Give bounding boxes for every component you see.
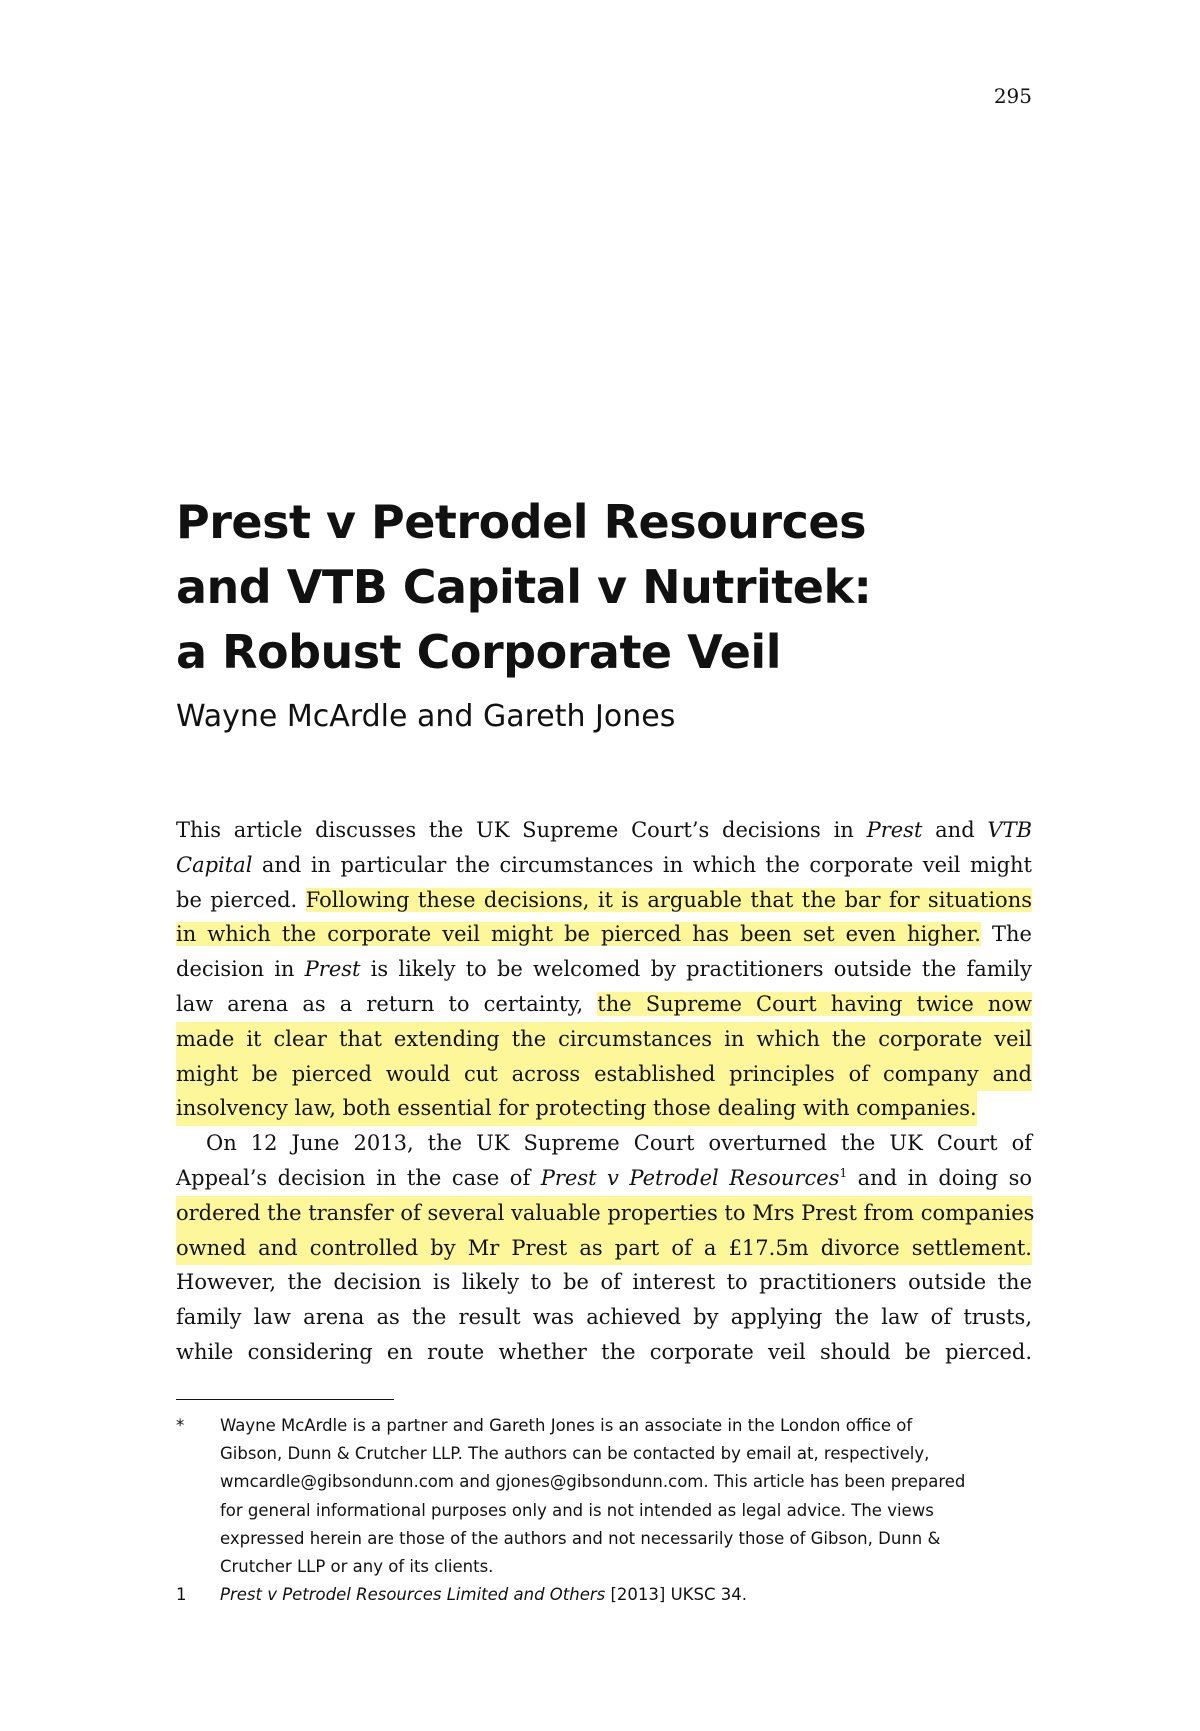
- highlighted-line: made it clear that extending the circumstances in which the corporate veil: [176, 1022, 1032, 1057]
- footnote-line: Gibson, Dunn & Crutcher LLP. The authors can be contacted by email at, respectively,: [220, 1444, 930, 1464]
- text-run: and in doing so: [847, 1165, 1033, 1190]
- footnote-ref[interactable]: 1: [839, 1165, 848, 1180]
- body-line: On 12 June 2013, the UK Supreme Court overturned the UK Court of: [206, 1131, 1032, 1156]
- footnote-mark: 1: [176, 1585, 187, 1605]
- footnote-mark: *: [176, 1416, 185, 1435]
- text-run: be pierced.: [176, 887, 306, 912]
- footnote-text: [220, 1412, 1032, 1581]
- highlighted-text: Following these decisions, it is arguable that the bar for situations: [305, 887, 1032, 912]
- text-run: and: [922, 818, 988, 842]
- footnote-line: Wayne McArdle is a partner and Gareth Jones is an associate in the London office of: [220, 1416, 913, 1435]
- title-line-2: and VTB Capital v Nutritek:: [176, 560, 872, 614]
- text-run: This article discusses the UK Supreme Court’s decisions in: [176, 818, 867, 842]
- title-line-3: a Robust Corporate Veil: [176, 625, 781, 679]
- footnote-line: wmcardle@gibsondunn.com and gjones@gibsondunn.com. This article has been prepared: [220, 1472, 966, 1492]
- abstract-line: [176, 952, 1032, 987]
- article-authors: Wayne McArdle and Gareth Jones: [176, 699, 676, 734]
- article-title: [176, 490, 1056, 685]
- body-line: [176, 1161, 1032, 1196]
- abstract-line: [176, 848, 1032, 883]
- highlighted-line: insolvency law, both essential for protecting those dealing with companies.: [176, 1091, 977, 1126]
- case-name-italic: Prest v Petrodel Resources: [540, 1165, 840, 1190]
- footnote-1: [176, 1581, 1032, 1609]
- title-line-1: Prest v Petrodel Resources: [176, 495, 866, 549]
- text-run: is likely to be welcomed by practitioners outside the family: [360, 957, 1033, 982]
- body-line: However, the decision is likely to be of interest to practitioners outside the: [176, 1270, 1032, 1295]
- abstract-paragraph: [176, 813, 1032, 1126]
- footnote-divider: [176, 1399, 394, 1400]
- case-name-italic: VTB: [987, 818, 1033, 842]
- abstract-line: [176, 987, 1032, 1022]
- article-body: [176, 813, 1035, 1370]
- text-run: and in particular the circumstances in which the corporate veil might: [252, 852, 1032, 877]
- highlighted-line: might be pierced would cut across established principles of company and: [176, 1057, 1032, 1092]
- case-name-italic: Capital: [176, 852, 253, 877]
- footnote-text: [220, 1581, 1032, 1609]
- footnote-line: expressed herein are those of the authors and not necessarily those of Gibson, Dunn &: [220, 1528, 941, 1548]
- text-run: law arena as a return to certainty,: [176, 991, 598, 1016]
- body-line: family law arena as the result was achieved by applying the law of trusts,: [176, 1305, 1032, 1330]
- footnotes: [176, 1412, 1032, 1609]
- highlighted-line: ordered the transfer of several valuable properties to Mrs Prest from companies: [176, 1196, 1032, 1231]
- text-run: The: [980, 922, 1032, 947]
- text-run: decision in: [176, 957, 305, 982]
- highlighted-line: owned and controlled by Mr Prest as part of a £17.5m divorce settlement.: [176, 1231, 1032, 1266]
- text-run: [2013] UKSC 34.: [605, 1585, 747, 1605]
- page-number: 295: [993, 84, 1032, 108]
- case-name-italic: Prest: [304, 957, 361, 982]
- highlighted-text: the Supreme Court having twice now: [597, 991, 1032, 1016]
- body-paragraph: [176, 1126, 1035, 1370]
- text-run: Appeal’s decision in the case of: [176, 1165, 541, 1190]
- body-line: while considering en route whether the corporate veil should be pierced.: [176, 1339, 1032, 1364]
- case-citation-italic: Prest v Petrodel Resources Limited and Others: [220, 1585, 606, 1605]
- abstract-line: [176, 813, 1032, 848]
- case-name-italic: Prest: [866, 818, 923, 842]
- highlighted-text: in which the corporate veil might be pierced has been set even higher.: [176, 922, 981, 947]
- footnote-line: for general informational purposes only and is not intended as legal advice. The views: [220, 1500, 934, 1520]
- abstract-line: [176, 883, 1032, 918]
- footnote-line: Crutcher LLP or any of its clients.: [220, 1557, 494, 1577]
- abstract-line: [176, 917, 1032, 952]
- footnote-author-note: [176, 1412, 1032, 1581]
